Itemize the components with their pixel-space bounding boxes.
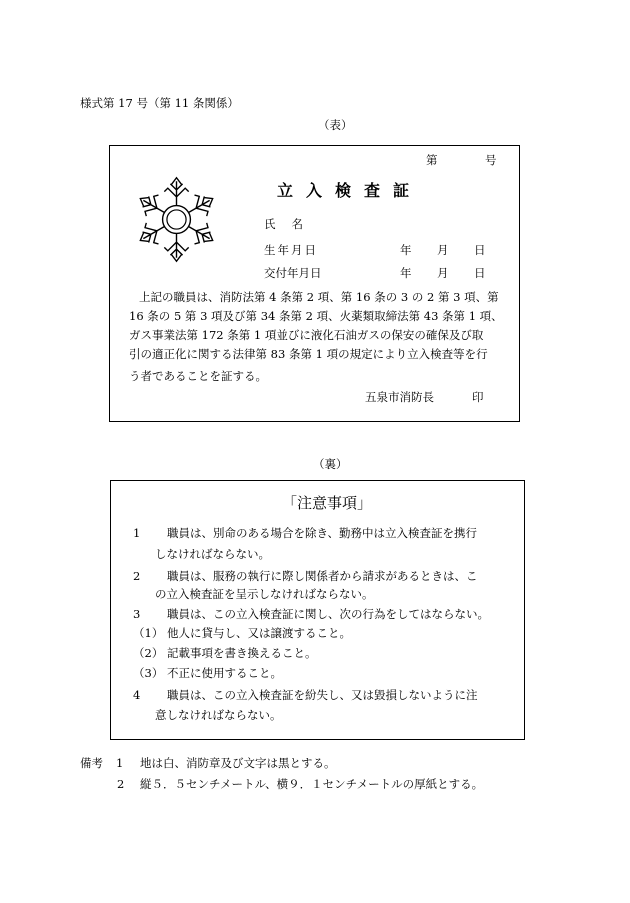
issuer-seal: 印 [472,390,484,404]
fire-department-emblem-icon [133,176,220,263]
remark-number: 2 [117,777,125,791]
issuer-name: 五泉市消防長 [365,390,434,404]
certification-text-line: 引の適正化に関する法律第 83 条第 1 項の規定により立入検査等を行 [129,347,488,361]
emblem-arm [164,233,188,261]
card-number-suffix: 号 [485,153,497,167]
emblem-arm [164,178,188,206]
note-text: 職員は、この立入検査証を紛失し、又は毀損しないように注 [167,688,478,702]
name-label: 氏名 [264,217,319,231]
prohibited-act-item: （1） 他人に貸与し、又は譲渡すること。 [133,626,351,640]
remark-text: 縦５．５センチメートル、横９．１センチメートルの厚紙とする。 [140,777,484,791]
issue-day-unit: 日 [474,266,486,280]
remark-number: 1 [116,756,124,770]
prohibited-act-item: （2） 記載事項を書き換えること。 [133,646,317,660]
note-number: 3 [133,607,141,621]
note-text: 職員は、服務の執行に際し関係者から請求があるときは、こ [167,569,478,583]
issue-date-label: 交付年月日 [264,266,322,280]
note-number: 4 [133,688,141,702]
note-text: 職員は、この立入検査証に関し、次の行為をしてはならない。 [167,607,489,621]
note-text: 職員は、別命のある場合を除き、勤務中は立入検査証を携行 [167,526,478,540]
note-text: しなければならない。 [155,547,270,561]
note-text: 意しなければならない。 [155,708,282,722]
birth-year-unit: 年 [400,243,412,257]
certification-text-line: 上記の職員は、消防法第 4 条第 2 項、第 16 条の 3 の 2 第 3 項、第 [139,290,499,304]
birth-day-unit: 日 [474,243,486,257]
certification-text-line: ガス事業法第 172 条第 1 項並びに液化石油ガスの保安の確保及び取 [129,328,484,342]
note-text: の立入検査証を呈示しなければならない。 [155,587,374,601]
certification-text-line: 16 条の 5 第 3 項及び第 34 条第 2 項、火薬類取締法第 43 条第 1 項、 [129,309,503,323]
card-title: 立入検査証 [277,181,423,200]
front-side-label: （表） [318,118,353,132]
birthdate-label: 生年月日 [264,243,318,257]
remark-text: 地は白、消防章及び文字は黒とする。 [140,756,336,770]
back-side-label: （裏） [313,457,348,471]
prohibited-act-item: （3） 不正に使用すること。 [133,666,282,680]
notes-title: 「注意事項」 [282,494,373,512]
form-number: 様式第 17 号（第 11 条関係） [80,96,239,110]
note-number: 1 [133,526,141,540]
issue-month-unit: 月 [437,266,449,280]
remarks-label: 備考 [80,756,103,770]
issue-year-unit: 年 [400,266,412,280]
birth-month-unit: 月 [437,243,449,257]
certification-text-line: う者であることを証する。 [129,369,267,383]
note-number: 2 [133,569,141,583]
card-number-prefix: 第 [426,153,438,167]
